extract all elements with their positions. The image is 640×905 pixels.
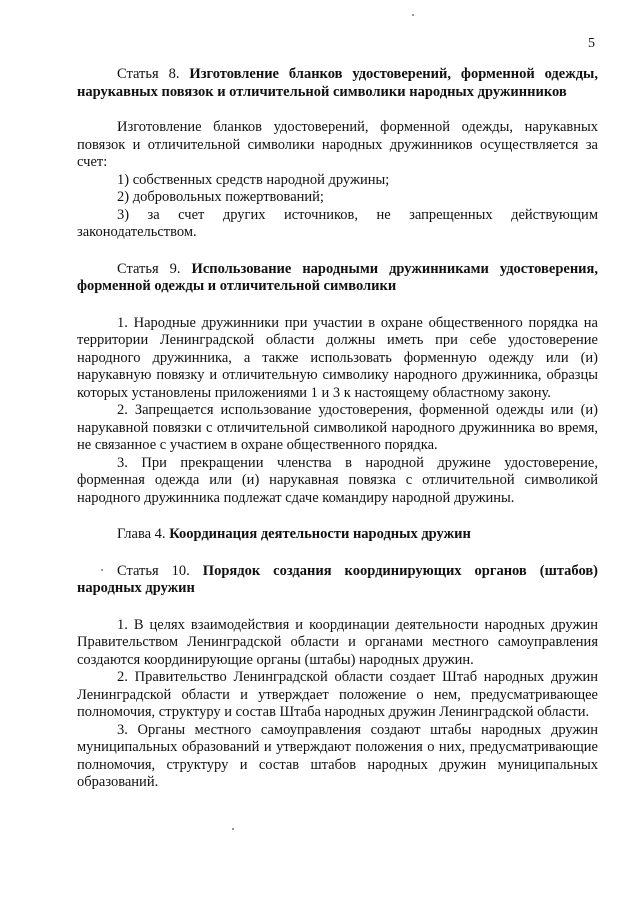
article-10-paragraph-2: 2. Правительство Ленинградской области создает Штаб народных дружин Ленинградской области и утверждает положение о нем, предусматривающее полномочия, структуру и состав Штаба народных дружин Ленинградской области. [77,669,598,720]
article-9-title: Использование народными дружинниками удостоверения, форменной одежды и отличительной символики [77,260,598,294]
page-number: 5 [588,36,595,51]
scan-speck [412,14,414,16]
document-body [77,66,598,792]
scan-speck [232,828,234,830]
article-9-paragraph-3: 3. При прекращении членства в народной дружине удостоверение, форменная одежда или (и) нарукавная повязка с отличительной символикой народного дружинника подлежат сдаче командиру народной дружины. [77,454,598,506]
article-10-paragraph-1: 1. В целях взаимодействия и координации деятельности народных дружин Правительством Ленинградской области и органами местного самоуправления создаются координирующие органы (штабы) народных дружин. [77,616,598,668]
article-9-paragraph-1: 1. Народные дружинники при участии в охране общественного порядка на территории Ленинградской области должны иметь при себе удостоверение народного дружинника, а также использовать форменную одежду или (и) нарукавную повязку и отличительную символику народного дружинника, образцы которых установлены приложениями 1 и 3 к настоящему областному закону. [77,314,598,401]
article-8-intro: Изготовление бланков удостоверений, форменной одежды, нарукавных повязок и отличительной символики народных дружинников осуществляется за счет: [77,119,598,170]
article-9-heading [77,261,598,296]
chapter-4-title: Координация деятельности народных дружин [169,526,471,542]
article-8-label: Статья 8. [117,66,180,82]
chapter-4-label: Глава 4. [117,526,166,542]
article-8-item-2: 2) добровольных пожертвований; [117,189,324,205]
article-9-paragraph-2: 2. Запрещается использование удостоверения, форменной одежды или (и) нарукавной повязки с отличительной символикой народного дружинника во время, не связанное с участием в охране общественного порядка. [77,402,598,453]
article-8-heading [77,66,598,101]
scan-speck [101,569,103,571]
article-8-item-3: 3) за счет других источников, не запрещенных действующим законодательством. [77,206,598,240]
article-8-title: Изготовление бланков удостоверений, форменной одежды, нарукавных повязок и отличительной символики народных дружинников [77,66,598,100]
article-10-title: Порядок создания координирующих органов (штабов) народных дружин [77,562,598,596]
article-10-heading [77,563,598,598]
article-10-label: Статья 10. [117,562,190,579]
article-10-paragraph-3: 3. Органы местного самоуправления создают штабы народных дружин муниципальных образований и утверждают положения о них, предусматривающие полномочия, структуру и состав штабов народных дружин муниципальных образований. [77,721,598,790]
article-8-item-1: 1) собственных средств народной дружины; [117,171,390,188]
article-9-label: Статья 9. [117,260,181,277]
chapter-4-heading [77,526,598,544]
